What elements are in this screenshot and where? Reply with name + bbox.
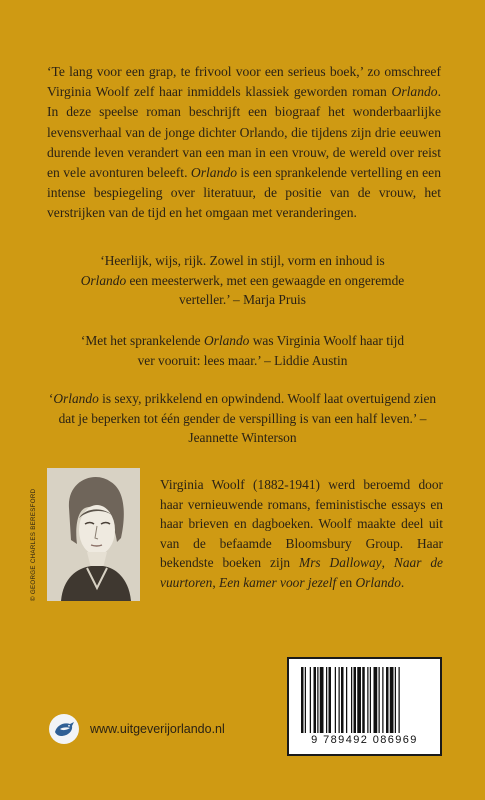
barcode-bar: [310, 667, 311, 733]
bio-text: Virginia Woolf (1882-1941) werd beroemd door haar vernieuwende romans, feministische essays en haar brieven en dagboeken. Woolf maakte deel uit van de befaamde Bloomsbury Group. Haar bekendste boeken zijn: [160, 477, 443, 571]
publisher-website-link[interactable]: www.uitgeverijorlando.nl: [90, 722, 225, 736]
barcode-bar: [339, 667, 340, 733]
review-quote-2: [40, 331, 445, 370]
book-title: Orlando: [80, 272, 127, 288]
barcode-bar: [335, 667, 336, 733]
separator: en: [336, 574, 356, 590]
barcode-bar: [357, 667, 361, 733]
barcode-bar: [374, 667, 378, 733]
barcode-bar: [382, 667, 383, 733]
barcode-bar: [395, 667, 396, 733]
review-quote-1: [40, 251, 445, 310]
author-photo: [47, 468, 140, 601]
barcode-bar: [390, 667, 394, 733]
quote-text: ‘: [48, 391, 54, 406]
blurb-part: ‘Te lang voor een grap, te frivool voor een serieus boek,’ zo omschreef Virginia Woolf zelf haar inmiddels klassiek geworden roman: [47, 64, 441, 100]
barcode-bar: [362, 667, 365, 733]
quote-text: ‘Met het sprankelende: [80, 333, 204, 348]
barcode-bar: [367, 667, 368, 733]
author-bio: [160, 475, 443, 593]
blurb-text: [47, 62, 441, 224]
book-title: Orlando: [391, 84, 438, 100]
publisher-footer: [48, 713, 225, 745]
quote-text: ‘Heerlijk, wijs, rijk. Zowel in stijl, vorm en inhoud is: [100, 253, 385, 268]
book-title: Naar de vuurtoren: [160, 555, 443, 590]
barcode-bar: [399, 667, 400, 733]
barcode-bar: [301, 667, 304, 733]
barcode-label: [287, 657, 442, 756]
barcode-bar: [379, 667, 380, 733]
separator: .: [400, 574, 405, 590]
bird-logo-icon: [48, 713, 80, 745]
separator: ,: [381, 555, 394, 571]
barcode-bar: [305, 667, 306, 733]
photo-credit: © GEORGE CHARLES BERESFORD: [30, 488, 37, 601]
blurb-part: is een sprankelende vertelling en een intense bespiegeling over literatuur, de positie van de vrouw, het verstrijken van de tijd en het omgaan met veranderingen.: [47, 165, 441, 221]
isbn-number: 9 789492 086969: [311, 734, 418, 746]
book-title: Orlando: [355, 574, 401, 590]
review-quote-3: [40, 389, 445, 448]
barcode-bar: [354, 667, 357, 733]
blurb-part: . In deze speelse roman beschrijft een biograaf het wonderbaarlijke levensverhaal van de jonge dichter Orlando, die tijdens zijn drie eeuwen durende leven verandert van een man in een vrouw, de wereld over reist en vele avonturen beleeft.: [47, 84, 441, 181]
book-title: Orlando: [203, 333, 250, 348]
barcode-bar: [314, 667, 317, 733]
barcode-bar: [329, 667, 332, 733]
author-portrait-illustration: [47, 468, 140, 601]
separator: ,: [212, 574, 220, 590]
barcode-bar: [370, 667, 371, 733]
book-title: Orlando: [190, 165, 237, 181]
barcode: [299, 667, 432, 733]
barcode-bar: [346, 667, 347, 733]
book-title: Een kamer voor jezelf: [219, 574, 337, 590]
barcode-bar: [351, 667, 352, 733]
quote-text: een meesterwerk, met een gewaagde en ongeremde verteller.’ – Marja Pruis: [126, 272, 405, 307]
book-title: Orlando: [53, 391, 99, 406]
barcode-bar: [341, 667, 344, 733]
barcode-bar: [317, 667, 318, 733]
quote-text: was Virginia Woolf haar tijd ver vooruit: lees maar.’ – Liddie Austin: [137, 333, 405, 368]
barcode-bar: [320, 667, 324, 733]
barcode-bar: [326, 667, 327, 733]
book-title: Mrs Dalloway: [299, 555, 382, 571]
quote-text: is sexy, prikkelend en opwindend. Woolf laat overtuigend zien dat je beperken tot één gender de verspilling is van een half leven.’ – Jeannette Winterson: [58, 391, 437, 445]
barcode-bar: [386, 667, 389, 733]
